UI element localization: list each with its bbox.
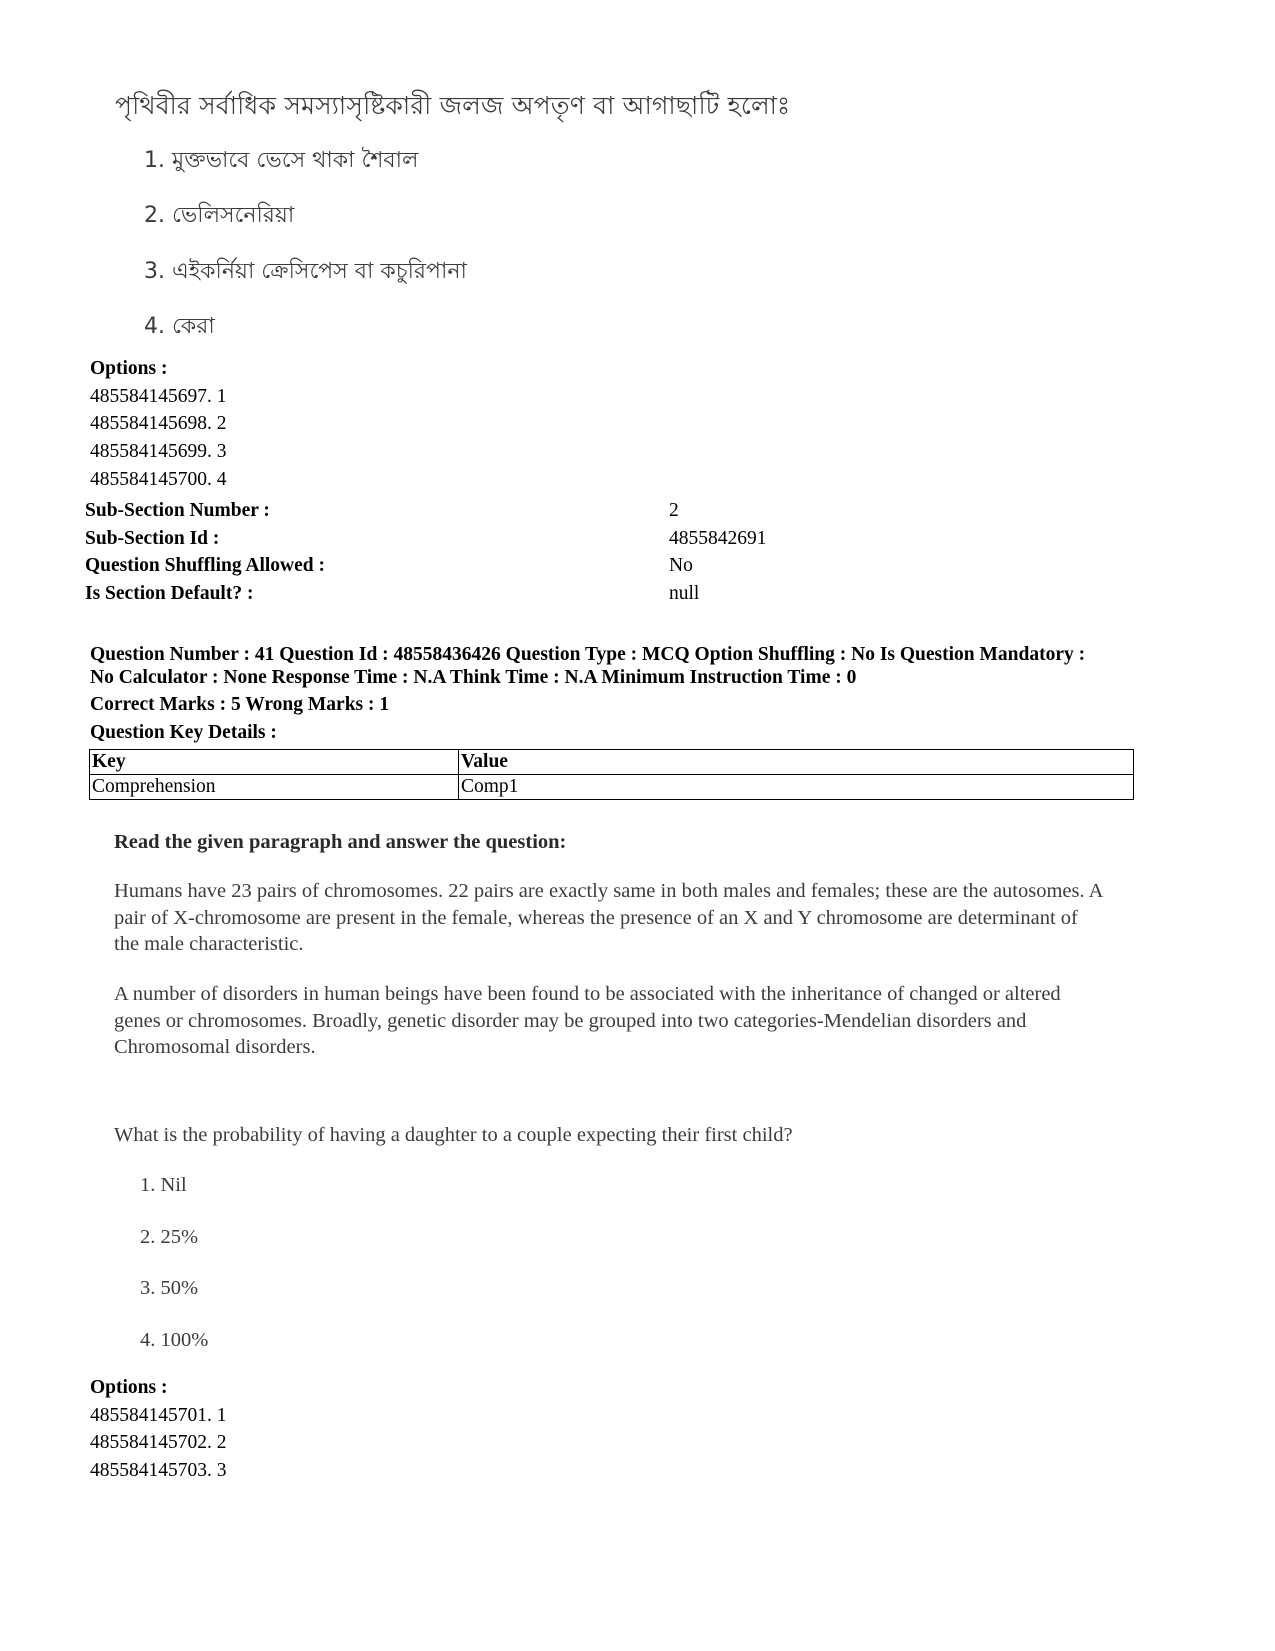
option-item: 485584145703. 3 <box>90 1460 227 1481</box>
marks-info: Correct Marks : 5 Wrong Marks : 1 <box>90 694 390 715</box>
bengali-choice-1: 1. মুক্তভাবে ভেসে থাকা শৈবাল <box>144 148 419 173</box>
subsection-id-label: Sub-Section Id : <box>85 528 220 549</box>
comprehension-choice-1: 1. Nil <box>140 1174 187 1196</box>
table-cell-key: Comprehension <box>90 775 459 800</box>
comprehension-choice-4: 4. 100% <box>140 1329 209 1351</box>
bengali-choice-4: 4. কেরা <box>144 314 215 339</box>
comprehension-choice-2: 2. 25% <box>140 1226 199 1248</box>
table-header-row <box>90 750 1134 775</box>
question-info-line-2: No Calculator : None Response Time : N.A Think Time : N.A Minimum Instruction Time : 0 <box>90 667 857 688</box>
subsection-number-label: Sub-Section Number : <box>85 500 270 521</box>
shuffling-allowed-label: Question Shuffling Allowed : <box>85 555 326 576</box>
comprehension-paragraph-1: Humans have 23 pairs of chromosomes. 22 pairs are exactly same in both males and females; these are the autosomes. A pair of X-chromosome are present in the female, whereas the presence of an X and Y chromosome are determinant of the male characteristic. <box>114 880 1103 955</box>
bengali-question-heading: পৃথিবীর সর্বাধিক সমস্যাসৃষ্টিকারী জলজ অপতৃণ বা আগাছাটি হলোঃ <box>115 91 791 120</box>
section-default-value: null <box>669 583 700 604</box>
key-details-label: Question Key Details : <box>90 722 277 743</box>
comprehension-choice-3: 3. 50% <box>140 1277 199 1299</box>
section-default-label: Is Section Default? : <box>85 583 254 604</box>
option-item: 485584145697. 1 <box>90 386 227 407</box>
option-item: 485584145700. 4 <box>90 469 227 490</box>
option-item: 485584145702. 2 <box>90 1432 227 1453</box>
shuffling-allowed-value: No <box>669 555 693 576</box>
subsection-number-value: 2 <box>669 500 679 521</box>
table-cell-value: Comp1 <box>459 775 1134 800</box>
comprehension-question: What is the probability of having a daughter to a couple expecting their first child? <box>114 1124 793 1146</box>
option-item: 485584145699. 3 <box>90 441 227 462</box>
table-header-key: Key <box>90 750 459 775</box>
comprehension-title: Read the given paragraph and answer the question: <box>114 831 567 853</box>
question-info-line-1: Question Number : 41 Question Id : 48558436426 Question Type : MCQ Option Shuffling : No Is Question Mandatory : <box>90 644 1086 665</box>
table-header-value: Value <box>459 750 1134 775</box>
bengali-choice-3: 3. এইকর্নিয়া ক্রেসিপেস বা কচুরিপানা <box>144 259 467 284</box>
options-label: Options : <box>90 1377 168 1398</box>
key-table <box>89 749 1134 800</box>
comprehension-paragraph-2: A number of disorders in human beings have been found to be associated with the inheritance of changed or altered genes or chromosomes. Broadly, genetic disorder may be grouped into two categories-Mendelian disorders and Chromosomal disorders. <box>114 983 1061 1058</box>
bengali-choice-2: 2. ভেলিসনেরিয়া <box>144 203 295 228</box>
table-row <box>90 775 1134 800</box>
subsection-id-value: 4855842691 <box>669 528 767 549</box>
question-info <box>90 643 1170 689</box>
option-item: 485584145698. 2 <box>90 413 227 434</box>
options-label: Options : <box>90 358 168 379</box>
option-item: 485584145701. 1 <box>90 1405 227 1426</box>
